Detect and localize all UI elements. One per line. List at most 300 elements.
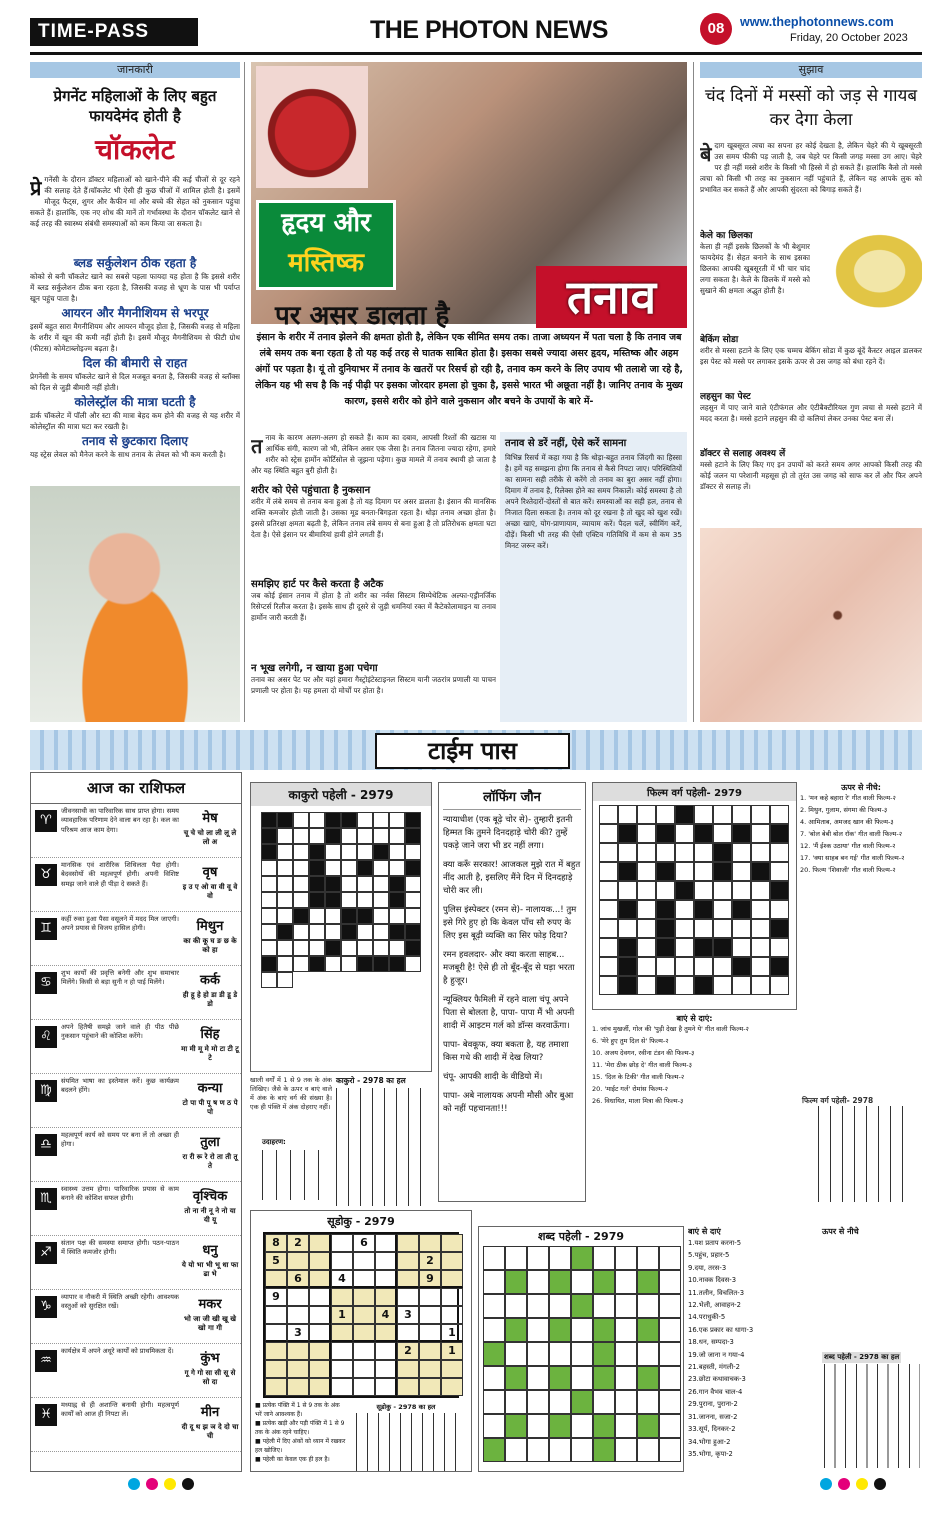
- kakuro-grid[interactable]: [261, 812, 421, 988]
- sudoku-cell[interactable]: [287, 1378, 309, 1396]
- word-cell[interactable]: [483, 1366, 505, 1390]
- word-cell: [505, 1318, 527, 1342]
- website-link[interactable]: www.thephotonnews.com: [740, 15, 894, 29]
- sudoku-cell[interactable]: [419, 1306, 441, 1324]
- word-cell[interactable]: [637, 1390, 659, 1414]
- sudoku-cell[interactable]: [441, 1270, 463, 1288]
- sudoku-cell[interactable]: [419, 1324, 441, 1342]
- word-cell[interactable]: [505, 1342, 527, 1366]
- film-cell[interactable]: [770, 900, 789, 919]
- film-cell[interactable]: [751, 843, 770, 862]
- film-cell[interactable]: [675, 957, 694, 976]
- film-cell[interactable]: [751, 919, 770, 938]
- word-cell[interactable]: [659, 1438, 681, 1462]
- sudoku-cell[interactable]: [265, 1378, 287, 1396]
- sudoku-cell[interactable]: 6: [353, 1234, 375, 1252]
- sudoku-cell[interactable]: [331, 1360, 353, 1378]
- word-cell[interactable]: [637, 1294, 659, 1318]
- sudoku-cell[interactable]: [397, 1324, 419, 1342]
- film-cell[interactable]: [675, 824, 694, 843]
- film-cell[interactable]: [618, 919, 637, 938]
- sudoku-cell[interactable]: [441, 1378, 463, 1396]
- kakuro-cell[interactable]: [341, 956, 357, 972]
- film-cell[interactable]: [675, 900, 694, 919]
- kakuro-cell[interactable]: [405, 908, 421, 924]
- sudoku-cell[interactable]: [441, 1360, 463, 1378]
- sudoku-cell[interactable]: [331, 1234, 353, 1252]
- film-cell[interactable]: [713, 805, 732, 824]
- film-cell[interactable]: [732, 862, 751, 881]
- film-cell: [618, 900, 637, 919]
- film-cell[interactable]: [599, 919, 618, 938]
- kakuro-cell[interactable]: [405, 876, 421, 892]
- sudoku-cell[interactable]: [353, 1288, 375, 1306]
- sudoku-cell[interactable]: [287, 1306, 309, 1324]
- film-cell[interactable]: [713, 957, 732, 976]
- sudoku-cell[interactable]: 3: [397, 1306, 419, 1324]
- kakuro-cell[interactable]: [357, 924, 373, 940]
- film-cell[interactable]: [637, 919, 656, 938]
- film-cell[interactable]: [713, 900, 732, 919]
- sudoku-cell[interactable]: [353, 1324, 375, 1342]
- sudoku-cell[interactable]: [375, 1234, 397, 1252]
- sudoku-grid[interactable]: [263, 1232, 459, 1398]
- word-cell[interactable]: [593, 1390, 615, 1414]
- sudoku-cell[interactable]: [397, 1234, 419, 1252]
- word-cell[interactable]: [527, 1414, 549, 1438]
- word-cell[interactable]: [571, 1414, 593, 1438]
- jokes-list: [443, 814, 581, 1116]
- film-cell[interactable]: [637, 824, 656, 843]
- word-cell[interactable]: [637, 1246, 659, 1270]
- film-cell[interactable]: [637, 938, 656, 957]
- horoscope-box: [30, 772, 242, 1472]
- sudoku-cell[interactable]: [287, 1342, 309, 1360]
- kakuro-cell[interactable]: [341, 876, 357, 892]
- film-cell[interactable]: [732, 976, 751, 995]
- film-cell[interactable]: [694, 862, 713, 881]
- kakuro-cell[interactable]: [309, 828, 325, 844]
- sudoku-cell[interactable]: [441, 1234, 463, 1252]
- sudoku-cell[interactable]: [353, 1306, 375, 1324]
- film-cell[interactable]: [637, 843, 656, 862]
- film-cell[interactable]: [713, 919, 732, 938]
- film-cell[interactable]: [751, 805, 770, 824]
- registration-mark-magenta: [146, 1478, 158, 1490]
- kakuro-cell[interactable]: [341, 860, 357, 876]
- kakuro-cell[interactable]: [277, 892, 293, 908]
- subhead-2: आयरन और मैगनीशियम से भरपूर: [61, 306, 209, 320]
- sudoku-cell[interactable]: 1: [441, 1342, 463, 1360]
- kakuro-cell[interactable]: [341, 940, 357, 956]
- sudoku-cell[interactable]: [309, 1288, 331, 1306]
- sudoku-cell[interactable]: [265, 1306, 287, 1324]
- sudoku-cell[interactable]: [375, 1270, 397, 1288]
- sudoku-cell[interactable]: [353, 1252, 375, 1270]
- kakuro-cell[interactable]: [389, 828, 405, 844]
- sudoku-cell[interactable]: [309, 1342, 331, 1360]
- sudoku-cell[interactable]: [331, 1288, 353, 1306]
- kakuro-cell[interactable]: [277, 908, 293, 924]
- kakuro-cell[interactable]: [341, 892, 357, 908]
- kakuro-cell[interactable]: [293, 860, 309, 876]
- film-cell[interactable]: [675, 919, 694, 938]
- film-cell[interactable]: [732, 938, 751, 957]
- sudoku-cell[interactable]: [331, 1342, 353, 1360]
- film-cell[interactable]: [770, 805, 789, 824]
- kakuro-cell[interactable]: [293, 876, 309, 892]
- word-cell[interactable]: [483, 1390, 505, 1414]
- right-subhead-4-text: मस्से हटाने के लिए किए गए इन उपायों को करते समय अगर आपको किसी तरह की कोई जलन या परेशानी महसूस हो तो तुरंत उस जगह को साफ कर लें और फिर अपने डॉक्टर से सलाह लें।: [700, 460, 922, 491]
- film-cell[interactable]: [732, 919, 751, 938]
- film-cell[interactable]: [694, 881, 713, 900]
- sudoku-cell[interactable]: [397, 1360, 419, 1378]
- sudoku-cell[interactable]: [309, 1378, 331, 1396]
- film-cell[interactable]: [694, 843, 713, 862]
- film-across-clue: 6. 'मेरे हुए तुम दिल से' फिल्म-२: [592, 1037, 669, 1045]
- word-cell[interactable]: [549, 1390, 571, 1414]
- kakuro-cell: [309, 892, 325, 908]
- film-crossword-grid[interactable]: [599, 805, 790, 995]
- kakuro-cell[interactable]: [261, 940, 277, 956]
- sudoku-cell[interactable]: 4: [375, 1306, 397, 1324]
- film-cell[interactable]: [751, 938, 770, 957]
- film-cell[interactable]: [637, 957, 656, 976]
- kakuro-cell[interactable]: [277, 860, 293, 876]
- sudoku-cell[interactable]: 4: [331, 1270, 353, 1288]
- sudoku-cell[interactable]: [331, 1324, 353, 1342]
- film-cell[interactable]: [637, 805, 656, 824]
- kakuro-cell[interactable]: [389, 940, 405, 956]
- word-cell[interactable]: [659, 1318, 681, 1342]
- film-cell[interactable]: [770, 843, 789, 862]
- word-cell: [549, 1270, 571, 1294]
- sudoku-cell[interactable]: [309, 1252, 331, 1270]
- sudoku-cell[interactable]: [441, 1252, 463, 1270]
- sudoku-cell[interactable]: [287, 1360, 309, 1378]
- kakuro-cell[interactable]: [373, 892, 389, 908]
- word-cell[interactable]: [549, 1438, 571, 1462]
- word-cell[interactable]: [659, 1390, 681, 1414]
- film-cell[interactable]: [599, 881, 618, 900]
- kakuro-cell[interactable]: [357, 844, 373, 860]
- sudoku-cell[interactable]: [353, 1378, 375, 1396]
- film-cell[interactable]: [713, 824, 732, 843]
- kakuro-cell[interactable]: [373, 860, 389, 876]
- sudoku-cell[interactable]: [419, 1342, 441, 1360]
- sudoku-cell[interactable]: [287, 1288, 309, 1306]
- kakuro-cell[interactable]: [357, 812, 373, 828]
- word-cell[interactable]: [527, 1390, 549, 1414]
- film-cell[interactable]: [675, 938, 694, 957]
- kakuro-cell[interactable]: [389, 908, 405, 924]
- kakuro-cell[interactable]: [277, 972, 293, 988]
- film-cell[interactable]: [599, 957, 618, 976]
- sudoku-cell[interactable]: [265, 1342, 287, 1360]
- kakuro-cell[interactable]: [325, 956, 341, 972]
- word-cell[interactable]: [505, 1390, 527, 1414]
- word-cell[interactable]: [659, 1294, 681, 1318]
- sudoku-cell[interactable]: [309, 1270, 331, 1288]
- word-cell[interactable]: [593, 1246, 615, 1270]
- film-cell[interactable]: [751, 900, 770, 919]
- kakuro-cell[interactable]: [277, 844, 293, 860]
- word-clue: 16.एक प्रकार का धागा-3: [688, 1325, 754, 1334]
- word-cell[interactable]: [615, 1270, 637, 1294]
- word-cell[interactable]: [593, 1294, 615, 1318]
- kakuro-cell[interactable]: [357, 828, 373, 844]
- kakuro-cell[interactable]: [405, 956, 421, 972]
- kakuro-cell[interactable]: [261, 892, 277, 908]
- film-cell[interactable]: [770, 938, 789, 957]
- word-cell[interactable]: [571, 1318, 593, 1342]
- word-cell[interactable]: [527, 1294, 549, 1318]
- kakuro-cell[interactable]: [373, 940, 389, 956]
- kakuro-cell[interactable]: [261, 972, 277, 988]
- word-cell[interactable]: [571, 1270, 593, 1294]
- kakuro-cell[interactable]: [373, 828, 389, 844]
- sudoku-cell[interactable]: [397, 1288, 419, 1306]
- word-cell[interactable]: [615, 1390, 637, 1414]
- kakuro-cell[interactable]: [357, 876, 373, 892]
- film-cell[interactable]: [751, 881, 770, 900]
- kakuro-cell[interactable]: [341, 828, 357, 844]
- film-cell[interactable]: [656, 843, 675, 862]
- sudoku-cell[interactable]: 2: [397, 1342, 419, 1360]
- film-cell[interactable]: [770, 976, 789, 995]
- film-cell[interactable]: [637, 976, 656, 995]
- film-cell[interactable]: [694, 957, 713, 976]
- word-cell[interactable]: [571, 1366, 593, 1390]
- film-cell[interactable]: [732, 881, 751, 900]
- word-cell[interactable]: [615, 1366, 637, 1390]
- film-cell[interactable]: [656, 881, 675, 900]
- sudoku-cell[interactable]: [265, 1270, 287, 1288]
- sudoku-cell[interactable]: [353, 1360, 375, 1378]
- word-cell[interactable]: [549, 1342, 571, 1366]
- film-cell[interactable]: [656, 805, 675, 824]
- word-cell[interactable]: [615, 1438, 637, 1462]
- film-cell[interactable]: [675, 862, 694, 881]
- sudoku-cell[interactable]: [397, 1252, 419, 1270]
- sudoku-cell[interactable]: 3: [287, 1324, 309, 1342]
- sudoku-cell[interactable]: [375, 1324, 397, 1342]
- sudoku-cell[interactable]: [419, 1378, 441, 1396]
- film-cell[interactable]: [599, 805, 618, 824]
- film-cell[interactable]: [599, 976, 618, 995]
- sudoku-cell[interactable]: 9: [265, 1288, 287, 1306]
- sudoku-cell[interactable]: [309, 1234, 331, 1252]
- word-cell[interactable]: [483, 1318, 505, 1342]
- kakuro-cell[interactable]: [325, 844, 341, 860]
- kakuro-cell[interactable]: [357, 892, 373, 908]
- word-cell[interactable]: [549, 1294, 571, 1318]
- sudoku-cell[interactable]: [287, 1252, 309, 1270]
- kakuro-cell[interactable]: [373, 876, 389, 892]
- kakuro-cell[interactable]: [405, 892, 421, 908]
- film-cell[interactable]: [713, 976, 732, 995]
- word-cell[interactable]: [659, 1342, 681, 1366]
- word-cell[interactable]: [527, 1342, 549, 1366]
- sudoku-cell[interactable]: [419, 1234, 441, 1252]
- word-cell[interactable]: [505, 1438, 527, 1462]
- word-cell[interactable]: [615, 1414, 637, 1438]
- word-cell[interactable]: [527, 1366, 549, 1390]
- sudoku-cell[interactable]: [309, 1306, 331, 1324]
- sudoku-cell[interactable]: [397, 1270, 419, 1288]
- film-cell[interactable]: [599, 824, 618, 843]
- kakuro-cell[interactable]: [293, 924, 309, 940]
- sudoku-cell[interactable]: [265, 1360, 287, 1378]
- film-cell[interactable]: [694, 805, 713, 824]
- sudoku-cell[interactable]: [331, 1378, 353, 1396]
- sudoku-cell[interactable]: 2: [287, 1234, 309, 1252]
- kakuro-cell[interactable]: [293, 828, 309, 844]
- kakuro-cell[interactable]: [261, 908, 277, 924]
- word-cell[interactable]: [659, 1270, 681, 1294]
- sudoku-cell[interactable]: [265, 1324, 287, 1342]
- kakuro-cell[interactable]: [389, 860, 405, 876]
- kakuro-cell[interactable]: [405, 844, 421, 860]
- word-cell[interactable]: [571, 1342, 593, 1366]
- kakuro-cell[interactable]: [277, 876, 293, 892]
- kakuro-cell[interactable]: [261, 860, 277, 876]
- kakuro-cell[interactable]: [309, 812, 325, 828]
- kakuro-cell[interactable]: [373, 924, 389, 940]
- kakuro-cell[interactable]: [373, 908, 389, 924]
- film-cell[interactable]: [656, 957, 675, 976]
- word-cell[interactable]: [549, 1246, 571, 1270]
- film-cell[interactable]: [694, 919, 713, 938]
- word-cell[interactable]: [483, 1294, 505, 1318]
- film-cell[interactable]: [751, 976, 770, 995]
- kakuro-cell[interactable]: [261, 924, 277, 940]
- kakuro-cell[interactable]: [309, 908, 325, 924]
- film-cell[interactable]: [675, 843, 694, 862]
- film-cell[interactable]: [618, 843, 637, 862]
- sudoku-cell[interactable]: [309, 1324, 331, 1342]
- kakuro-cell[interactable]: [389, 844, 405, 860]
- film-cell[interactable]: [675, 976, 694, 995]
- word-cell[interactable]: [527, 1318, 549, 1342]
- word-cell[interactable]: [483, 1270, 505, 1294]
- word-cell[interactable]: [659, 1414, 681, 1438]
- sudoku-cell[interactable]: 9: [419, 1270, 441, 1288]
- sudoku-cell[interactable]: 2: [419, 1252, 441, 1270]
- kakuro-cell[interactable]: [325, 924, 341, 940]
- kakuro-cell[interactable]: [325, 908, 341, 924]
- sudoku-cell[interactable]: [309, 1360, 331, 1378]
- word-cell[interactable]: [659, 1246, 681, 1270]
- kakuro-cell[interactable]: [293, 844, 309, 860]
- kakuro-cell: [277, 812, 293, 828]
- film-cell[interactable]: [751, 957, 770, 976]
- kakuro-cell[interactable]: [357, 940, 373, 956]
- word-puzzle-grid[interactable]: [483, 1246, 679, 1462]
- film-cell[interactable]: [751, 824, 770, 843]
- film-cell[interactable]: [637, 862, 656, 881]
- kakuro-cell[interactable]: [277, 940, 293, 956]
- lead-letter: त: [251, 434, 263, 458]
- film-cell[interactable]: [599, 900, 618, 919]
- sudoku-cell[interactable]: [375, 1378, 397, 1396]
- kakuro-cell[interactable]: [261, 876, 277, 892]
- sudoku-cell[interactable]: [419, 1360, 441, 1378]
- kakuro-cell[interactable]: [309, 940, 325, 956]
- word-cell[interactable]: [615, 1318, 637, 1342]
- sudoku-cell[interactable]: 8: [265, 1234, 287, 1252]
- word-cell[interactable]: [483, 1246, 505, 1270]
- sudoku-cell[interactable]: [441, 1288, 463, 1306]
- film-cell[interactable]: [732, 843, 751, 862]
- word-cell[interactable]: [637, 1342, 659, 1366]
- film-cell[interactable]: [637, 881, 656, 900]
- sudoku-cell[interactable]: [375, 1288, 397, 1306]
- word-cell[interactable]: [615, 1294, 637, 1318]
- sudoku-cell[interactable]: [419, 1288, 441, 1306]
- film-cell[interactable]: [713, 881, 732, 900]
- word-cell[interactable]: [615, 1342, 637, 1366]
- word-cell[interactable]: [483, 1414, 505, 1438]
- sudoku-cell[interactable]: 5: [265, 1252, 287, 1270]
- film-cell[interactable]: [599, 938, 618, 957]
- film-cell[interactable]: [732, 805, 751, 824]
- sudoku-cell[interactable]: [375, 1360, 397, 1378]
- kakuro-cell: [261, 828, 277, 844]
- sudoku-cell[interactable]: [331, 1252, 353, 1270]
- sudoku-cell[interactable]: [353, 1342, 375, 1360]
- sudoku-cell[interactable]: [441, 1306, 463, 1324]
- kakuro-cell: [325, 812, 341, 828]
- sudoku-cell[interactable]: [353, 1270, 375, 1288]
- kakuro-cell[interactable]: [277, 956, 293, 972]
- film-cell[interactable]: [618, 805, 637, 824]
- word-cell[interactable]: [505, 1294, 527, 1318]
- kakuro-cell[interactable]: [277, 828, 293, 844]
- sudoku-cell[interactable]: [375, 1342, 397, 1360]
- film-across-clues: [592, 1013, 797, 1203]
- word-cell[interactable]: [527, 1270, 549, 1294]
- word-cell[interactable]: [637, 1438, 659, 1462]
- word-cell[interactable]: [615, 1246, 637, 1270]
- sudoku-cell[interactable]: 1: [441, 1324, 463, 1342]
- kakuro-cell[interactable]: [309, 924, 325, 940]
- word-cell[interactable]: [571, 1438, 593, 1462]
- kakuro-cell[interactable]: [293, 956, 309, 972]
- kakuro-cell[interactable]: [293, 892, 309, 908]
- kakuro-cell[interactable]: [389, 812, 405, 828]
- kakuro-cell[interactable]: [293, 940, 309, 956]
- sudoku-cell[interactable]: [375, 1252, 397, 1270]
- word-cell[interactable]: [527, 1246, 549, 1270]
- sudoku-cell[interactable]: 1: [331, 1306, 353, 1324]
- film-cell[interactable]: [618, 881, 637, 900]
- word-cell[interactable]: [659, 1366, 681, 1390]
- film-cell[interactable]: [599, 843, 618, 862]
- kakuro-cell[interactable]: [293, 812, 309, 828]
- kakuro-cell[interactable]: [341, 844, 357, 860]
- film-cell[interactable]: [599, 862, 618, 881]
- film-cell[interactable]: [637, 900, 656, 919]
- film-cell: [770, 881, 789, 900]
- kakuro-cell[interactable]: [373, 812, 389, 828]
- sudoku-cell[interactable]: 6: [287, 1270, 309, 1288]
- sudoku-cell[interactable]: [397, 1378, 419, 1396]
- film-cell[interactable]: [770, 862, 789, 881]
- word-cell[interactable]: [505, 1246, 527, 1270]
- word-cell[interactable]: [527, 1438, 549, 1462]
- kakuro-cell[interactable]: [325, 860, 341, 876]
